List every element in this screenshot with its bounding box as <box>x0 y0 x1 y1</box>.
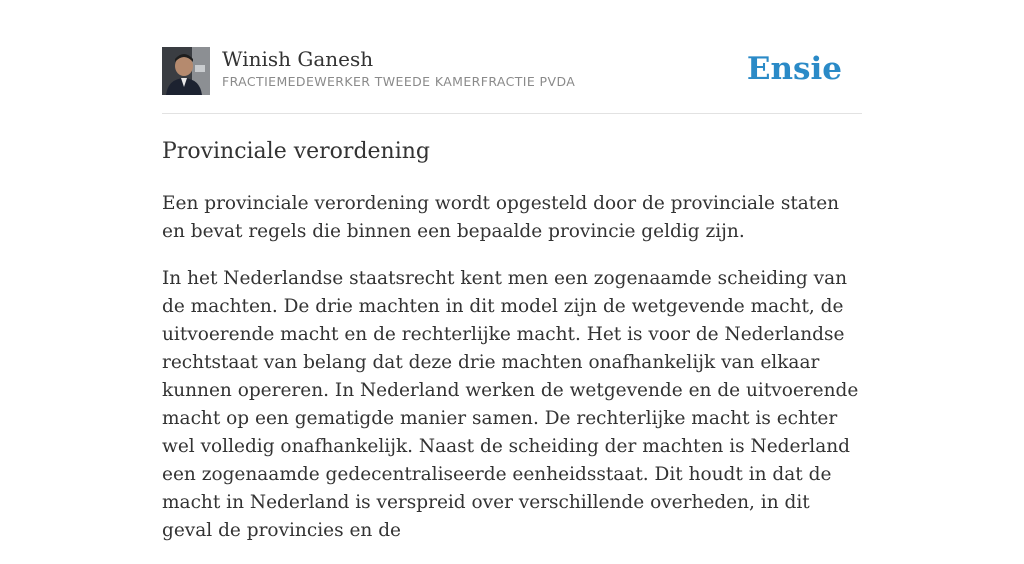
header-divider <box>162 113 862 114</box>
avatar-photo-icon <box>162 47 210 95</box>
author-header <box>162 46 862 96</box>
author-role: FRACTIEMEDEWERKER TWEEDE KAMERFRACTIE PVDA <box>222 74 576 89</box>
article-body <box>162 190 862 564</box>
author-name[interactable]: Winish Ganesh <box>222 47 374 71</box>
article-paragraph: In het Nederlandse staatsrecht kent men een zogenaamde scheiding van de machten. De drie machten in dit model zijn de wetgevende macht, de uitvoerende macht en de rechterlijke macht. Het is voor de Nederlandse rechtstaat van belang dat deze drie machten onafhankelijk van elkaar kunnen opereren. In Nederland werken de wetgevende en de uitvoerende macht op een gematigde manier samen. De rechterlijke macht is echter wel volledig onafhankelijk. Naast de scheiding der machten is Nederland een zogenaamde gedecentraliseerde eenheidsstaat. Dit houdt in dat de macht in Nederland is verspreid over verschillende overheden, in dit geval de provincies en de <box>162 268 859 541</box>
article-title: Provinciale verordening <box>162 139 431 164</box>
article-paragraph: Een provinciale verordening wordt opgesteld door de provinciale staten en bevat regels die binnen een bepaalde provincie geldig zijn. <box>162 193 840 242</box>
author-avatar[interactable] <box>162 47 210 95</box>
brand-logo[interactable]: Ensie <box>746 51 842 87</box>
